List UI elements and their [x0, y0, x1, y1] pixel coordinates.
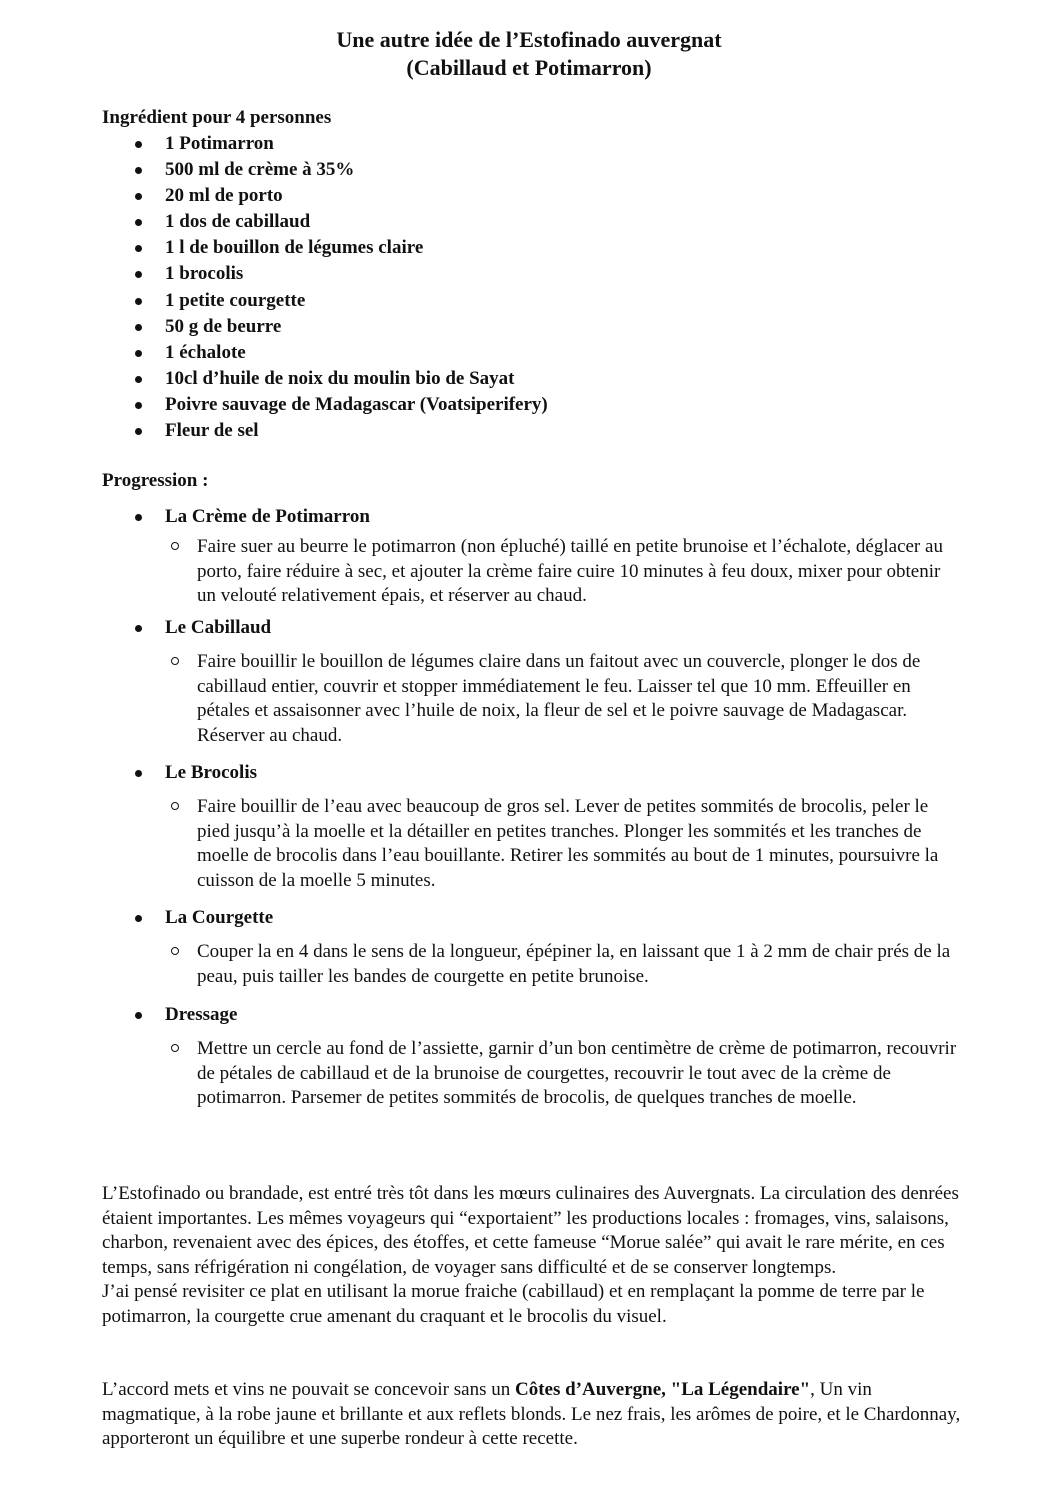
ingredients-heading: Ingrédient pour 4 personnes — [102, 107, 332, 128]
step-title — [102, 616, 982, 640]
wine-name: Côtes d’Auvergne, "La Légendaire" — [514, 1379, 811, 1400]
step-text — [102, 940, 957, 989]
ingredient-item — [102, 314, 548, 340]
circle-bullet-icon — [171, 1044, 179, 1052]
bullet-icon — [135, 915, 142, 922]
history-paragraph — [102, 1182, 962, 1330]
pairing-intro: L’accord mets et vins ne pouvait se concevoir sans un — [102, 1379, 515, 1400]
bullet-icon — [135, 350, 142, 357]
pairing-description: , Un vin magmatique, à la robe jaune et brillante et aux reflets blonds. Le nez frais, les arômes de poire, et le Chardonnay, apporteront un équilibre et une superbe rondeur à cette recette. — [102, 1379, 961, 1450]
ingredient-item — [102, 157, 548, 183]
step-dressage — [102, 1003, 982, 1111]
ingredient-text: 500 ml de crème à 35% — [165, 159, 355, 181]
ingredient-text: 1 l de bouillon de légumes claire — [165, 237, 424, 259]
bullet-icon — [135, 141, 142, 148]
step-text — [102, 535, 957, 609]
bullet-icon — [135, 219, 142, 226]
step-text-content: Mettre un cercle au fond de l’assiette, garnir d’un bon centimètre de crème de potimarron, recouvrir de pétales de cabillaud et de la brunoise de courgettes, recouvrir le tout avec de la crème de potimarron. Parsemer de petites sommités de brocolis, de quelques tranches de moelle. — [197, 1038, 957, 1108]
bullet-icon — [135, 271, 142, 278]
step-title-text: Dressage — [165, 1004, 238, 1025]
ingredient-item — [102, 209, 548, 235]
ingredient-text: 1 Potimarron — [165, 133, 274, 154]
bullet-icon — [135, 324, 142, 331]
ingredient-text: 1 échalote — [165, 341, 246, 363]
ingredient-item — [102, 288, 548, 314]
ingredient-text: 20 ml de porto — [165, 185, 283, 207]
bullet-icon — [135, 514, 142, 521]
bullet-icon — [135, 193, 142, 200]
circle-bullet-icon — [171, 657, 179, 665]
step-creme-potimarron — [102, 505, 982, 609]
bullet-icon — [135, 376, 142, 383]
ingredient-item — [102, 340, 548, 366]
ingredient-text: 10cl d’huile de noix du moulin bio de Sayat — [165, 367, 515, 389]
circle-bullet-icon — [171, 802, 179, 810]
ingredient-item — [102, 235, 548, 261]
step-title-text: La Crème de Potimarron — [165, 506, 370, 527]
bullet-icon — [135, 245, 142, 252]
ingredient-text: Poivre sauvage de Madagascar (Voatsiperifery) — [165, 393, 548, 415]
step-title-text: Le Cabillaud — [165, 617, 272, 638]
step-title — [102, 761, 982, 785]
bullet-icon — [135, 402, 142, 409]
ingredients-list — [102, 131, 548, 444]
ingredient-text: 1 petite courgette — [165, 289, 306, 311]
ingredient-text: 1 brocolis — [165, 263, 244, 285]
bullet-icon — [135, 625, 142, 632]
step-courgette — [102, 906, 982, 989]
ingredient-item — [102, 418, 548, 444]
progression-heading: Progression : — [102, 470, 209, 491]
ingredient-text: 1 dos de cabillaud — [165, 211, 311, 233]
step-text-content: Faire bouillir de l’eau avec beaucoup de gros sel. Lever de petites sommités de brocolis, peler le pied jusqu’à la moelle et la détailler en petites tranches. Plonger les sommités et les tranches de moelle de brocolis dans l’eau bouillante. Retirer les sommités au bout de 1 minutes, poursuivre la cuisson de la moelle 5 minutes. — [197, 796, 939, 891]
step-title — [102, 906, 982, 930]
step-title-text: La Courgette — [165, 907, 274, 928]
step-text-content: Couper la en 4 dans le sens de la longueur, épépiner la, en laissant que 1 à 2 mm de chair prés de la peau, puis tailler les bandes de courgette en petite brunoise. — [197, 941, 951, 987]
title-line-2: (Cabillaud et Potimarron) — [406, 55, 652, 80]
ingredient-item — [102, 366, 548, 392]
step-text — [102, 795, 957, 893]
ingredient-item — [102, 131, 548, 157]
circle-bullet-icon — [171, 542, 179, 550]
bullet-icon — [135, 167, 142, 174]
ingredient-item — [102, 183, 548, 209]
bullet-icon — [135, 428, 142, 435]
step-title — [102, 505, 982, 529]
circle-bullet-icon — [171, 947, 179, 955]
ingredient-text: 50 g de beurre — [165, 315, 282, 337]
step-text — [102, 1037, 957, 1111]
step-title — [102, 1003, 982, 1027]
ingredient-item — [102, 261, 548, 287]
ingredient-item — [102, 392, 548, 418]
ingredient-text: Fleur de sel — [165, 420, 259, 442]
bullet-icon — [135, 770, 142, 777]
step-text-content: Faire suer au beurre le potimarron (non épluché) taillé en petite brunoise et l’échalote, déglacer au porto, faire réduire à sec, et ajouter la crème faire cuire 10 minutes à feu doux, mixer pour obtenir un velouté relativement épais, et réserver au chaud. — [197, 536, 943, 606]
title-line-1: Une autre idée de l’Estofinado auvergnat — [336, 27, 722, 52]
step-cabillaud — [102, 616, 982, 748]
bullet-icon — [135, 298, 142, 305]
history-text-2: J’ai pensé revisiter ce plat en utilisant la morue fraiche (cabillaud) et en remplaçant la pomme de terre par le potimarron, la courgette crue amenant du craquant et le brocolis du visuel. — [102, 1281, 925, 1327]
step-brocolis — [102, 761, 982, 893]
document-title — [0, 26, 1058, 82]
step-text — [102, 650, 957, 748]
step-title-text: Le Brocolis — [165, 762, 258, 783]
step-text-content: Faire bouillir le bouillon de légumes claire dans un faitout avec un couvercle, plonger le dos de cabillaud entier, couvrir et stopper immédiatement le feu. Laisser tel que 10 mm. Effeuiller en pétales et assaisonner avec l’huile de noix, la fleur de sel et le poivre sauvage de Madagascar. Réserver au chaud. — [197, 651, 921, 746]
wine-pairing-paragraph — [102, 1378, 962, 1452]
bullet-icon — [135, 1012, 142, 1019]
history-text-1: L’Estofinado ou brandade, est entré très tôt dans les mœurs culinaires des Auvergnats. La circulation des denrées étaient importantes. Les mêmes voyageurs qui “exportaient” les productions locales : fromages, vins, salaisons, charbon, revenaient avec des épices, des étoffes, et cette fameuse “Morue salée” qui avait le rare mérite, en ces temps, sans réfrigération ni congélation, de voyager sans difficulté et de se conserver longtemps. — [102, 1183, 959, 1278]
